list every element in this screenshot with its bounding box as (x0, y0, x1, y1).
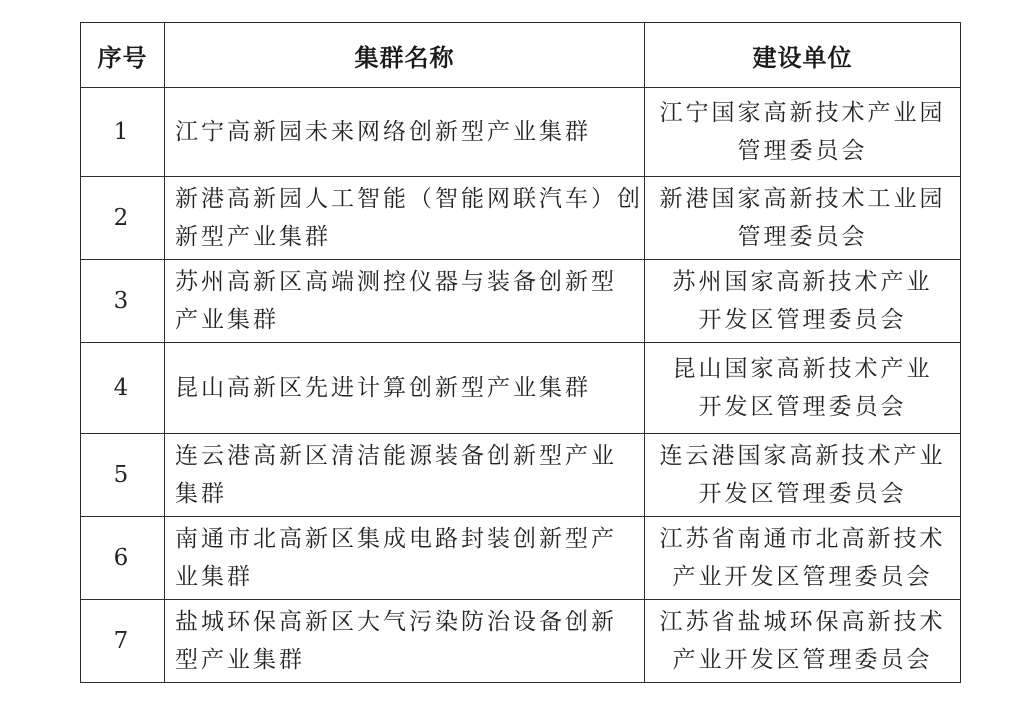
cluster-name-line: 南通市北高新区集成电路封装创新型产 (175, 526, 617, 552)
cluster-name-line: 新港高新园人工智能（智能网联汽车）创 (175, 186, 643, 212)
construction-unit (645, 600, 961, 683)
cluster-name-line: 新型产业集群 (175, 224, 331, 250)
header-no: 序号 (81, 23, 165, 88)
row-number: 2 (81, 177, 165, 260)
table-row (81, 343, 961, 434)
row-number: 3 (81, 260, 165, 343)
construction-unit-line: 开发区管理委员会 (698, 394, 907, 420)
row-number: 1 (81, 88, 165, 177)
table-header-row (81, 23, 961, 88)
construction-unit-line: 开发区管理委员会 (698, 481, 907, 507)
construction-unit (645, 260, 961, 343)
cluster-name-line: 型产业集群 (175, 647, 305, 673)
construction-unit-line: 管理委员会 (737, 138, 868, 164)
row-number: 4 (81, 343, 165, 434)
cluster-name (165, 517, 645, 600)
table-row (81, 260, 961, 343)
construction-unit (645, 434, 961, 517)
construction-unit-line: 江苏省盐城环保高新技术 (659, 609, 946, 635)
construction-unit-line: 江宁国家高新技术产业园 (659, 100, 946, 126)
cluster-name-line: 江宁高新园未来网络创新型产业集群 (175, 119, 591, 145)
cluster-name-line: 昆山高新区先进计算创新型产业集群 (175, 375, 591, 401)
cluster-name-line: 业集群 (175, 564, 253, 590)
cluster-name (165, 88, 645, 177)
construction-unit (645, 177, 961, 260)
construction-unit-line: 江苏省南通市北高新技术 (659, 526, 946, 552)
construction-unit-line: 新港国家高新技术工业园 (659, 186, 946, 212)
construction-unit (645, 88, 961, 177)
construction-unit (645, 517, 961, 600)
construction-unit-line: 管理委员会 (737, 224, 868, 250)
cluster-table (80, 22, 961, 683)
table-row (81, 88, 961, 177)
cluster-name-line: 连云港高新区清洁能源装备创新型产业 (175, 443, 617, 469)
table-row (81, 434, 961, 517)
row-number: 7 (81, 600, 165, 683)
construction-unit-line: 连云港国家高新技术产业 (659, 443, 946, 469)
row-number: 6 (81, 517, 165, 600)
cluster-name-line: 产业集群 (175, 307, 279, 333)
header-construction-unit: 建设单位 (645, 23, 961, 88)
cluster-name (165, 600, 645, 683)
cluster-name (165, 434, 645, 517)
construction-unit-line: 产业开发区管理委员会 (672, 564, 933, 590)
cluster-name-line: 苏州高新区高端测控仪器与装备创新型 (175, 269, 617, 295)
cluster-name (165, 260, 645, 343)
construction-unit-line: 开发区管理委员会 (698, 307, 907, 333)
construction-unit (645, 343, 961, 434)
table-row (81, 177, 961, 260)
construction-unit-line: 昆山国家高新技术产业 (672, 356, 933, 382)
construction-unit-line: 产业开发区管理委员会 (672, 647, 933, 673)
row-number: 5 (81, 434, 165, 517)
construction-unit-line: 苏州国家高新技术产业 (672, 269, 933, 295)
header-cluster-name: 集群名称 (165, 23, 645, 88)
cluster-name-line: 集群 (175, 481, 227, 507)
table-row (81, 517, 961, 600)
cluster-name-line: 盐城环保高新区大气污染防治设备创新 (175, 609, 617, 635)
table-row (81, 600, 961, 683)
cluster-name (165, 177, 645, 260)
cluster-name (165, 343, 645, 434)
